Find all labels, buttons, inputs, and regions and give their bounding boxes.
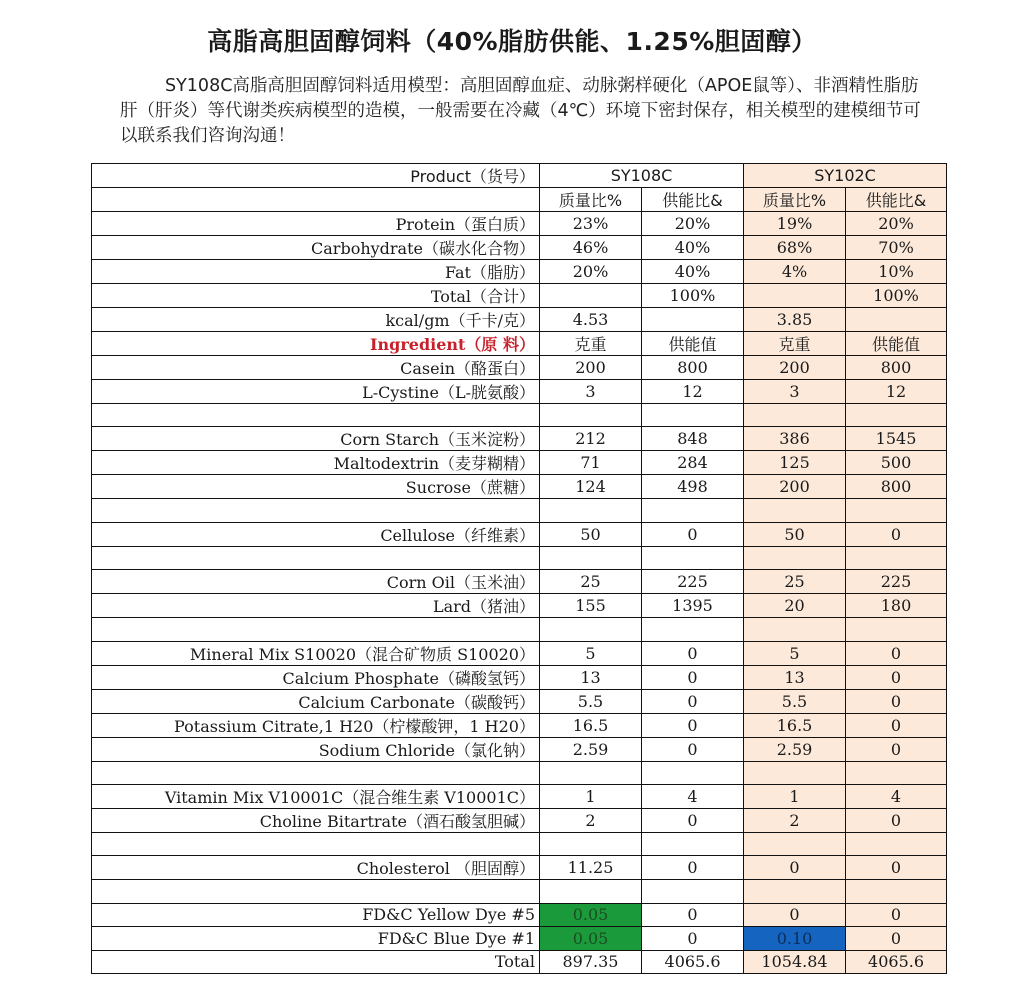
table-cell: 498 bbox=[642, 475, 744, 499]
table-cell bbox=[846, 618, 947, 641]
table-cell: 225 bbox=[846, 570, 947, 594]
table-cell: 500 bbox=[846, 451, 947, 475]
row-label bbox=[92, 832, 540, 855]
row-label: Mineral Mix S10020（混合矿物质 S10020） bbox=[92, 641, 540, 665]
table-cell: 25 bbox=[540, 570, 642, 594]
table-cell bbox=[846, 546, 947, 569]
table-cell: 2.59 bbox=[540, 737, 642, 761]
table-row bbox=[92, 950, 947, 973]
table-cell: 0.05 bbox=[540, 927, 642, 950]
table-row bbox=[92, 903, 947, 926]
table-cell: 20 bbox=[744, 594, 846, 618]
table-cell: 2.59 bbox=[744, 737, 846, 761]
subheader-cell: 质量比% bbox=[540, 188, 642, 212]
table-row bbox=[92, 380, 947, 404]
row-label: Carbohydrate（碳水化合物） bbox=[92, 236, 540, 260]
table-cell: 3 bbox=[540, 380, 642, 404]
row-label bbox=[92, 618, 540, 641]
table-cell: 0 bbox=[642, 903, 744, 926]
table-cell: 0 bbox=[846, 927, 947, 950]
table-row bbox=[92, 594, 947, 618]
intro-paragraph: SY108C高脂高胆固醇饲料适用模型：高胆固醇血症、动脉粥样硬化（APOE鼠等）、非酒精性脂肪肝（肝炎）等代谢类疾病模型的造模，一般需要在冷藏（4℃）环境下密封保存，相关模型的建模细节可以联系我们咨询沟通！ bbox=[120, 76, 921, 146]
subheader-cell: 供能比& bbox=[846, 188, 947, 212]
table-row bbox=[92, 641, 947, 665]
table-cell bbox=[642, 618, 744, 641]
table-cell: 13 bbox=[540, 665, 642, 689]
table-cell: 10% bbox=[846, 260, 947, 284]
table-cell bbox=[744, 761, 846, 784]
table-row bbox=[92, 570, 947, 594]
table-cell bbox=[846, 404, 947, 427]
table-cell: 0 bbox=[642, 522, 744, 546]
table-row bbox=[92, 284, 947, 308]
page-title: 高脂高胆固醇饲料（40%脂肪供能、1.25%胆固醇） bbox=[207, 27, 817, 56]
table-cell: 1 bbox=[540, 784, 642, 808]
table-cell: 180 bbox=[846, 594, 947, 618]
table-cell: 40% bbox=[642, 236, 744, 260]
table-cell bbox=[540, 499, 642, 522]
row-label bbox=[92, 404, 540, 427]
table-cell: 5.5 bbox=[540, 689, 642, 713]
table-cell: 2 bbox=[540, 808, 642, 832]
table-cell: 50 bbox=[744, 522, 846, 546]
table-cell: 848 bbox=[642, 427, 744, 451]
row-label: Sodium Chloride（氯化钠） bbox=[92, 737, 540, 761]
table-cell: 供能值 bbox=[642, 332, 744, 356]
row-label: Calcium Phosphate（磷酸氢钙） bbox=[92, 665, 540, 689]
table-cell: 0 bbox=[846, 808, 947, 832]
table-cell: 68% bbox=[744, 236, 846, 260]
table-row bbox=[92, 212, 947, 236]
row-label: Cellulose（纤维素） bbox=[92, 522, 540, 546]
table-cell: 20% bbox=[540, 260, 642, 284]
table-cell: 46% bbox=[540, 236, 642, 260]
table-cell bbox=[846, 308, 947, 332]
table-cell bbox=[540, 761, 642, 784]
table-cell: 0 bbox=[744, 903, 846, 926]
table-cell: 155 bbox=[540, 594, 642, 618]
product-sy108c: SY108C bbox=[540, 164, 744, 188]
spacer-row bbox=[92, 761, 947, 784]
table-cell: 800 bbox=[642, 356, 744, 380]
row-label: Total bbox=[92, 950, 540, 973]
subheader-cell: 供能比& bbox=[642, 188, 744, 212]
table-row bbox=[92, 332, 947, 356]
row-label: kcal/gm（千卡/克） bbox=[92, 308, 540, 332]
product-label: Product（货号） bbox=[92, 164, 540, 188]
table-cell: 4 bbox=[642, 784, 744, 808]
table-cell: 13 bbox=[744, 665, 846, 689]
table-cell: 5.5 bbox=[744, 689, 846, 713]
table-cell bbox=[744, 618, 846, 641]
row-label: Choline Bitartrate（酒石酸氢胆碱） bbox=[92, 808, 540, 832]
table-row bbox=[92, 308, 947, 332]
table-cell: 0 bbox=[846, 641, 947, 665]
table-cell: 0 bbox=[846, 713, 947, 737]
table-cell bbox=[540, 546, 642, 569]
table-cell bbox=[642, 761, 744, 784]
table-cell bbox=[642, 404, 744, 427]
table-cell: 0.10 bbox=[744, 927, 846, 950]
table-cell bbox=[846, 832, 947, 855]
table-cell: 0 bbox=[846, 665, 947, 689]
table-cell: 800 bbox=[846, 475, 947, 499]
table-cell: 0 bbox=[642, 689, 744, 713]
table-cell: 4 bbox=[846, 784, 947, 808]
table-cell bbox=[540, 832, 642, 855]
table-row bbox=[92, 689, 947, 713]
table-cell: 20% bbox=[846, 212, 947, 236]
table-cell: 19% bbox=[744, 212, 846, 236]
table-cell: 40% bbox=[642, 260, 744, 284]
row-label: Total（合计） bbox=[92, 284, 540, 308]
table-row bbox=[92, 808, 947, 832]
row-label: Protein（蛋白质） bbox=[92, 212, 540, 236]
table-cell: 100% bbox=[642, 284, 744, 308]
row-label bbox=[92, 880, 540, 903]
table-cell: 4.53 bbox=[540, 308, 642, 332]
table-cell bbox=[744, 284, 846, 308]
table-cell bbox=[642, 546, 744, 569]
table-cell: 克重 bbox=[744, 332, 846, 356]
subheader-row bbox=[92, 188, 947, 212]
row-label: Sucrose（蔗糖） bbox=[92, 475, 540, 499]
table-cell: 1 bbox=[744, 784, 846, 808]
row-label: L-Cystine（L-胱氨酸） bbox=[92, 380, 540, 404]
table-cell: 4% bbox=[744, 260, 846, 284]
table-cell: 800 bbox=[846, 356, 947, 380]
table-cell: 284 bbox=[642, 451, 744, 475]
table-cell: 386 bbox=[744, 427, 846, 451]
table-row bbox=[92, 236, 947, 260]
table-cell: 0 bbox=[642, 713, 744, 737]
table-row bbox=[92, 856, 947, 880]
table-cell: 25 bbox=[744, 570, 846, 594]
table-cell: 克重 bbox=[540, 332, 642, 356]
table-cell: 20% bbox=[642, 212, 744, 236]
table-cell bbox=[540, 618, 642, 641]
table-cell: 4065.6 bbox=[846, 950, 947, 973]
table-cell: 897.35 bbox=[540, 950, 642, 973]
table-cell: 1545 bbox=[846, 427, 947, 451]
row-label: Fat（脂肪） bbox=[92, 260, 540, 284]
table-cell: 70% bbox=[846, 236, 947, 260]
table-row bbox=[92, 713, 947, 737]
row-label bbox=[92, 546, 540, 569]
table-cell: 0 bbox=[846, 689, 947, 713]
table-cell bbox=[744, 499, 846, 522]
table-cell: 0 bbox=[846, 856, 947, 880]
table-cell: 23% bbox=[540, 212, 642, 236]
row-label: Cholesterol （胆固醇） bbox=[92, 856, 540, 880]
table-cell: 50 bbox=[540, 522, 642, 546]
row-label: Maltodextrin（麦芽糊精） bbox=[92, 451, 540, 475]
table-cell: 124 bbox=[540, 475, 642, 499]
table-cell: 0 bbox=[846, 737, 947, 761]
table-row bbox=[92, 522, 947, 546]
table-cell: 200 bbox=[744, 356, 846, 380]
table-cell: 0 bbox=[744, 856, 846, 880]
table-cell: 12 bbox=[642, 380, 744, 404]
spacer-row bbox=[92, 880, 947, 903]
subheader-cell: 质量比% bbox=[744, 188, 846, 212]
product-sy102c: SY102C bbox=[744, 164, 947, 188]
table-cell bbox=[540, 880, 642, 903]
spacer-row bbox=[92, 404, 947, 427]
table-row bbox=[92, 737, 947, 761]
table-cell: 0 bbox=[642, 641, 744, 665]
table-cell: 100% bbox=[846, 284, 947, 308]
table-row bbox=[92, 427, 947, 451]
row-label: Corn Starch（玉米淀粉） bbox=[92, 427, 540, 451]
table-cell bbox=[744, 832, 846, 855]
table-cell bbox=[642, 308, 744, 332]
table-row bbox=[92, 475, 947, 499]
table-cell bbox=[642, 880, 744, 903]
spacer-row bbox=[92, 618, 947, 641]
table-cell: 16.5 bbox=[540, 713, 642, 737]
table-cell bbox=[846, 761, 947, 784]
subheader-blank bbox=[92, 188, 540, 212]
table-cell bbox=[540, 284, 642, 308]
table-row bbox=[92, 927, 947, 950]
row-label bbox=[92, 761, 540, 784]
table-cell bbox=[744, 546, 846, 569]
table-row bbox=[92, 665, 947, 689]
table-cell bbox=[846, 880, 947, 903]
row-label: Ingredient（原 料） bbox=[92, 332, 540, 356]
table-cell: 5 bbox=[540, 641, 642, 665]
table-cell: 3.85 bbox=[744, 308, 846, 332]
table-cell: 200 bbox=[744, 475, 846, 499]
table-cell: 16.5 bbox=[744, 713, 846, 737]
table-cell bbox=[744, 880, 846, 903]
row-label: Corn Oil（玉米油） bbox=[92, 570, 540, 594]
table-cell: 125 bbox=[744, 451, 846, 475]
row-label: Calcium Carbonate（碳酸钙） bbox=[92, 689, 540, 713]
table-cell: 1395 bbox=[642, 594, 744, 618]
table-row bbox=[92, 784, 947, 808]
table-cell: 212 bbox=[540, 427, 642, 451]
row-label: FD&C Yellow Dye #5 bbox=[92, 903, 540, 926]
row-label: Vitamin Mix V10001C（混合维生素 V10001C） bbox=[92, 784, 540, 808]
spacer-row bbox=[92, 546, 947, 569]
product-header-row bbox=[92, 164, 947, 188]
table-cell: 11.25 bbox=[540, 856, 642, 880]
row-label: Casein（酪蛋白） bbox=[92, 356, 540, 380]
table-cell: 225 bbox=[642, 570, 744, 594]
table-cell bbox=[642, 499, 744, 522]
row-label: Lard（猪油） bbox=[92, 594, 540, 618]
table-cell: 2 bbox=[744, 808, 846, 832]
table-cell bbox=[540, 404, 642, 427]
table-cell: 0 bbox=[642, 737, 744, 761]
table-cell: 200 bbox=[540, 356, 642, 380]
table-cell: 0.05 bbox=[540, 903, 642, 926]
table-cell: 0 bbox=[846, 903, 947, 926]
table-cell: 0 bbox=[642, 808, 744, 832]
table-cell: 1054.84 bbox=[744, 950, 846, 973]
table-cell bbox=[642, 832, 744, 855]
table-cell: 4065.6 bbox=[642, 950, 744, 973]
table-cell: 3 bbox=[744, 380, 846, 404]
table-cell: 0 bbox=[846, 522, 947, 546]
table-cell: 71 bbox=[540, 451, 642, 475]
table-cell: 0 bbox=[642, 856, 744, 880]
table-body bbox=[92, 164, 947, 974]
table-row bbox=[92, 356, 947, 380]
row-label: Potassium Citrate,1 H20（柠檬酸钾，1 H20） bbox=[92, 713, 540, 737]
table-cell bbox=[846, 499, 947, 522]
table-cell: 0 bbox=[642, 665, 744, 689]
table-cell: 5 bbox=[744, 641, 846, 665]
row-label: FD&C Blue Dye #1 bbox=[92, 927, 540, 950]
table-cell: 0 bbox=[642, 927, 744, 950]
diet-composition-table bbox=[91, 163, 947, 974]
spacer-row bbox=[92, 832, 947, 855]
table-row bbox=[92, 260, 947, 284]
table-cell bbox=[744, 404, 846, 427]
table-cell: 供能值 bbox=[846, 332, 947, 356]
table-cell: 12 bbox=[846, 380, 947, 404]
row-label bbox=[92, 499, 540, 522]
spacer-row bbox=[92, 499, 947, 522]
table-row bbox=[92, 451, 947, 475]
